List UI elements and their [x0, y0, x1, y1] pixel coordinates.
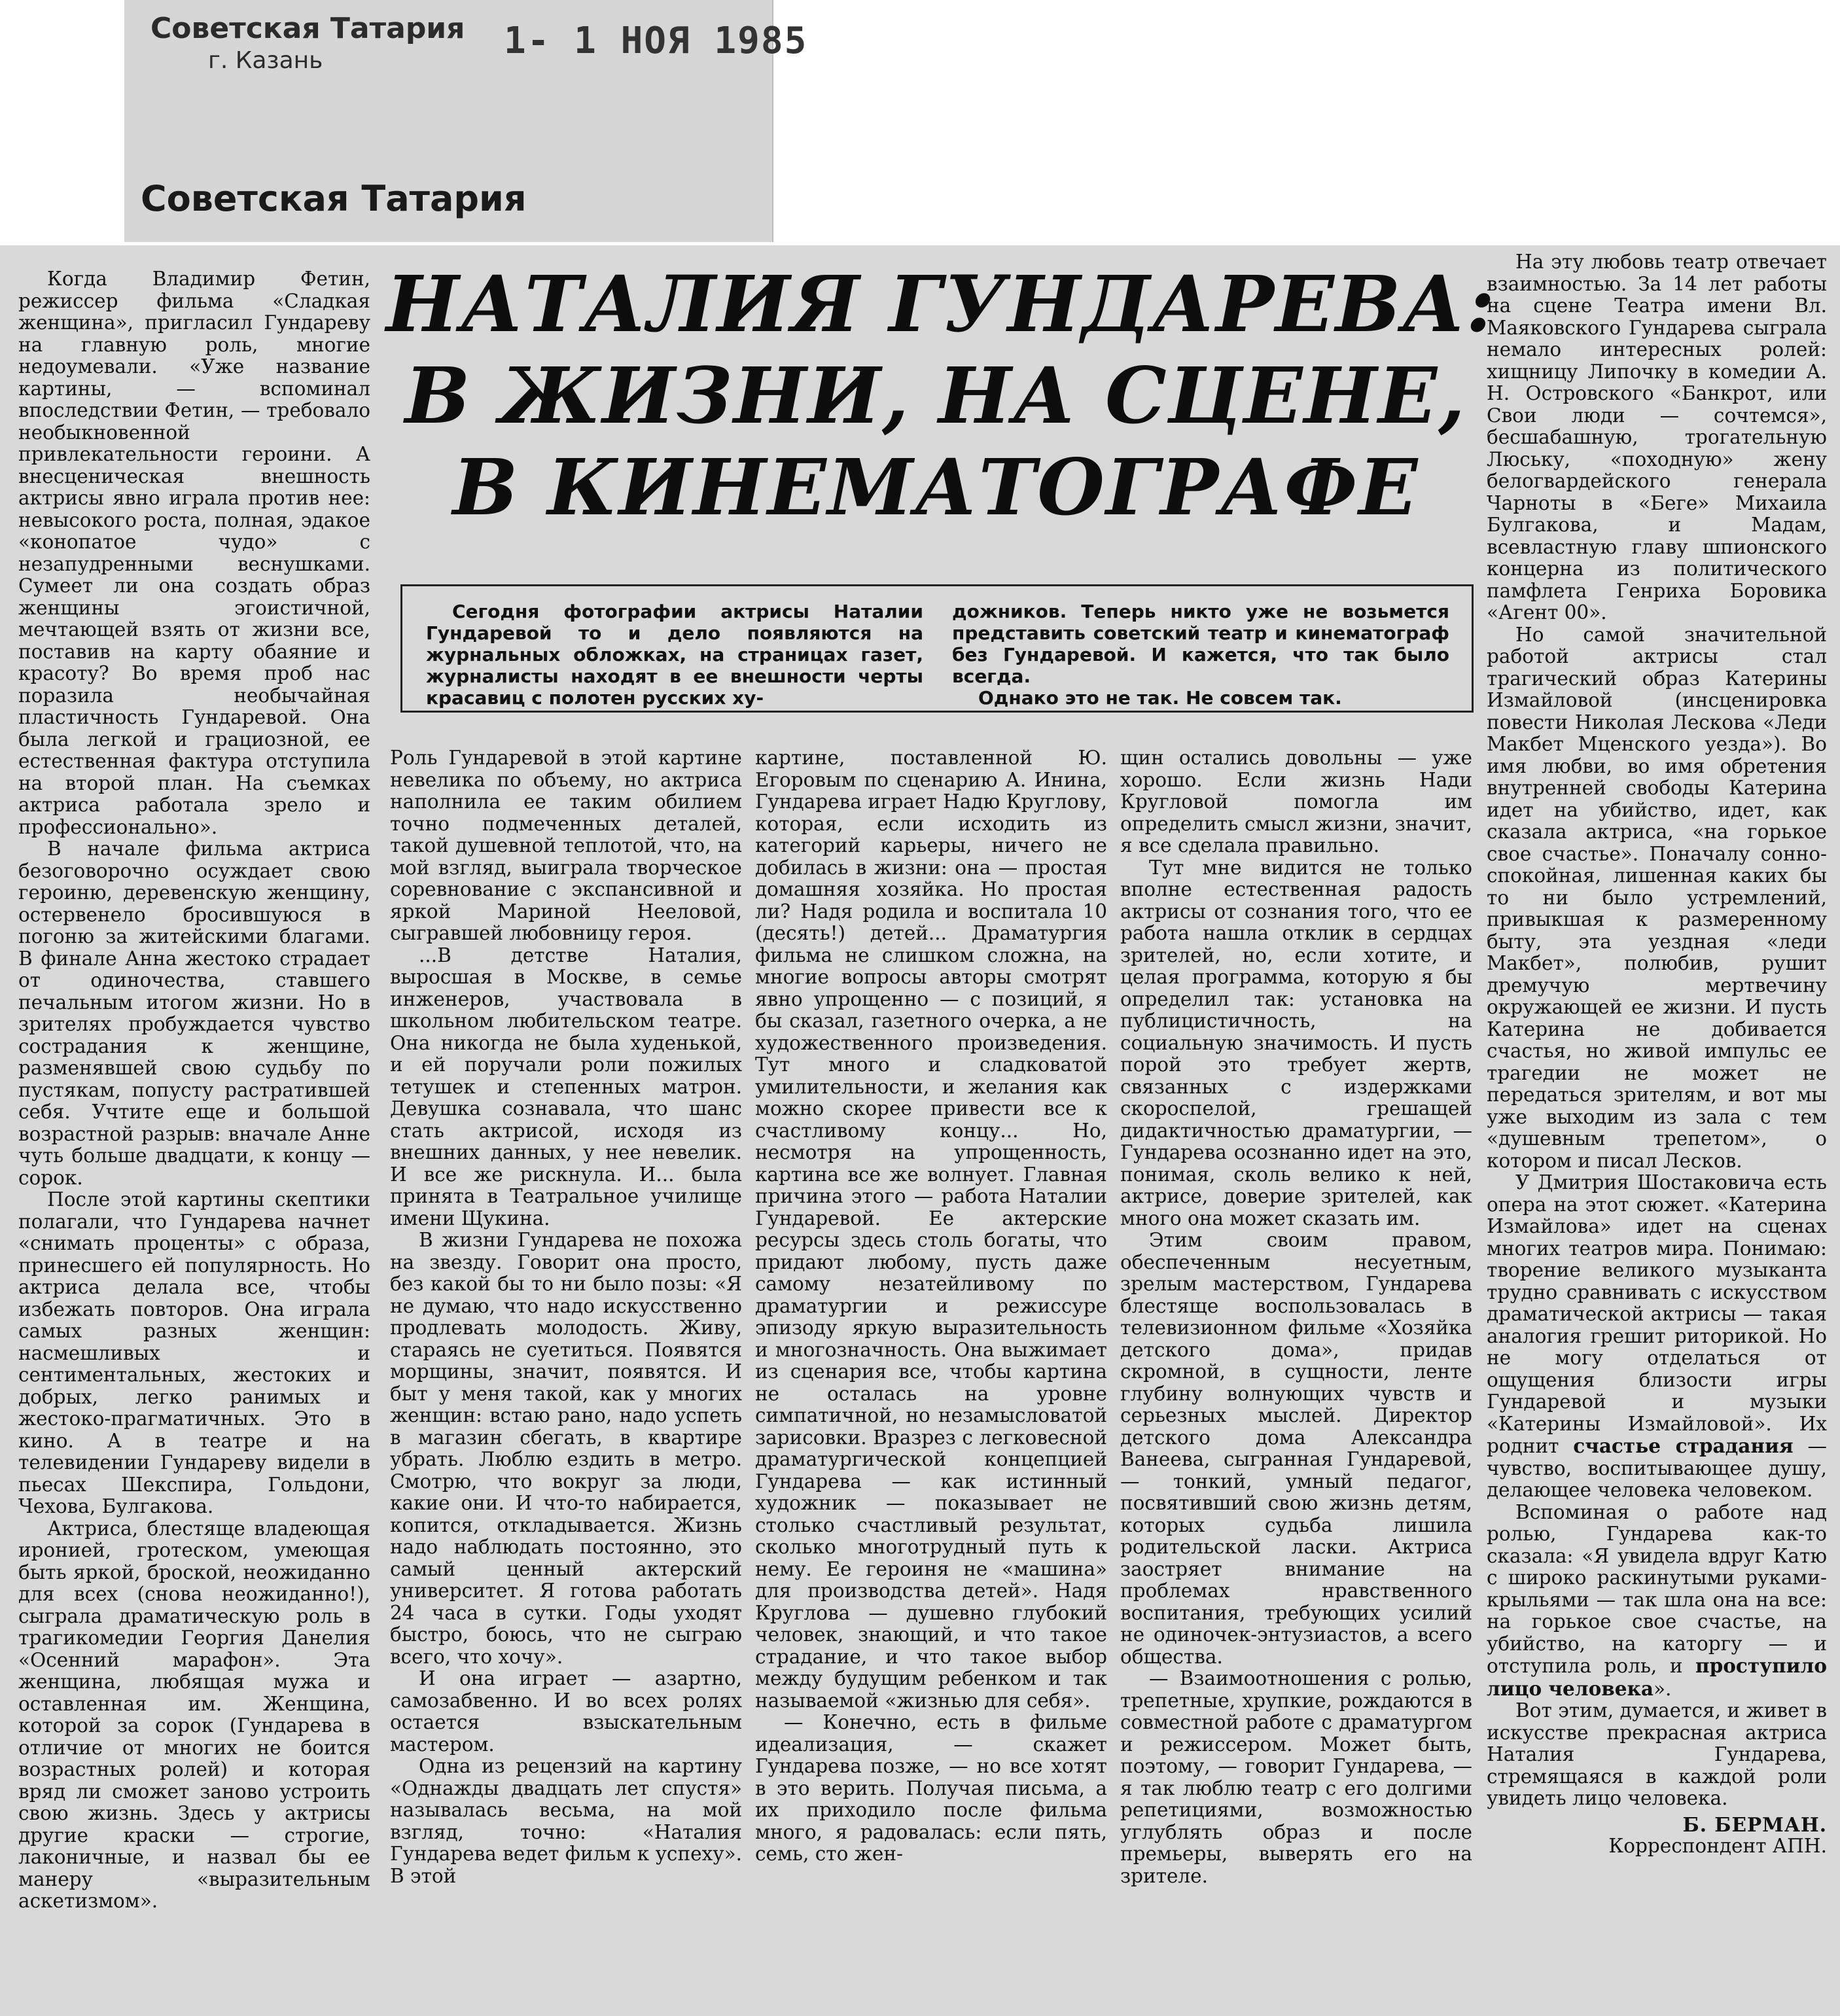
paragraph: И она играет — азартно, самозабвенно. И во всех ролях остается взыскательным мастером. [390, 1667, 742, 1756]
column-5 [1487, 251, 1827, 1858]
stamp-city: г. Казань [208, 47, 323, 74]
stamp-date: 1- 1 НОЯ 1985 [504, 20, 808, 62]
paragraph: ...В детстве Наталия, выросшая в Москве, в семье инженеров, участвовала в школьном любительском театре. Она никогда не была худенькой, и ей поручали роли пожилых тетушек и степенных матрон. Девушка сознавала, что шанс стать актрисой, исходя из внешних данных, у нее невелик. И все же рискнула. И... была принята в Театральное училище имени Щукина. [390, 944, 742, 1229]
bold-phrase-human-face: проступило лицо человека [1487, 1654, 1827, 1700]
paragraph: На эту любовь театр отвечает взаимностью. За 14 лет работы на сцене Театра имени Вл. Маяковского Гундарева сыграла немало интересных ролей: хищницу Липочку в комедии А. Н. Островского «Банкрот, или Свои люди — сочтемся», бесшабашную, трогательную Люську, «походную» жену белогвардейского генерала Чарноты в «Беге» Михаила Булгакова, и Мадам, всевластную главу шпионского концерна из политического памфлета Генриха Боровика «Агент 00». [1487, 251, 1827, 624]
stamp-newspaper-name: Советская Татария [150, 12, 465, 45]
paragraph [1487, 1502, 1827, 1701]
paragraph: После этой картины скептики полагали, что Гундарева начнет «снимать проценты» с образа, принесшего ей популярность. Но актриса делала все, чтобы избежать повторов. Она играла самых разных женщин: насмешливых и сентиментальных, жестоких и добрых, легко ранимых и жестоко-прагматичных. Это в кино. А в театре и на телевидении Гундареву видели в пьесах Шекспира, Гольдони, Чехова, Булгакова. [18, 1188, 370, 1517]
paragraph: — Конечно, есть в фильме идеализация, — скажет Гундарева позже, — но все хотят в это верить. Получая письма, а их приходило после фильма много, я радовалась: если пять, семь, сто жен- [755, 1711, 1107, 1865]
headline-line-1: НАТАЛИЯ ГУНДАРЕВА: [386, 258, 1496, 349]
paragraph: Этим своим правом, обеспеченным несуетным, зрелым мастерством, Гундарева блестяще воспользовалась в телевизионном фильме «Хозяйка детского дома», придав скромной, в сущности, ленте глубину волнующих чувств и серьезных мыслей. Директор детского дома Александра Ванеева, сыгранная Гундаревой, — тонкий, умный педагог, посвятивший свою жизнь детям, которых судьба лишила родительской ласки. Актриса заостряет внимание на проблемах нравственного воспитания, требующих усилий не одиночек-энтузиастов, а всего общества. [1120, 1229, 1472, 1668]
author-signature: Б. БЕРМАН. [1682, 1813, 1827, 1836]
headline-line-2: В ЖИЗНИ, НА СЦЕНЕ, [404, 350, 1467, 441]
column-3 [755, 747, 1107, 1866]
bold-phrase-happiness-of-suffering: счастье страдания [1573, 1434, 1794, 1457]
lead-right [952, 601, 1449, 709]
column-4 [1120, 747, 1472, 1887]
author-role: Корреспондент АПН. [1608, 1835, 1827, 1857]
text-run: ». [1653, 1677, 1672, 1700]
lead-paragraph-1a: Сегодня фотографии актрисы Наталии Гундаревой то и дело появляются на журнальных обложках, на страницах газет, журналисты находят в ее внешности черты красавиц с полотен русских ху- [426, 601, 923, 709]
text-run: У Дмитрия Шостаковича есть опера на этот сюжет. «Катерина Измайлова» идет на сценах многих театров мира. Понимаю: творение великого музыканта трудно сравнивать с искусством драматической актрисы — такая аналогия грешит риторикой. Но не могу отделаться от ощущения близости игры Гундаревой и музыки «Катерины Измайловой». Их роднит [1487, 1171, 1827, 1457]
paragraph: Роль Гундаревой в этой картине невелика по объему, но актриса наполнила ее таким обилием точно подмеченных деталей, такой душевной теплотой, что, на мой взгляд, выиграла творческое соревнование с экспансивной и яркой Мариной Нееловой, сыгравшей любовницу героя. [390, 747, 742, 944]
paragraph: Вот этим, думается, и живет в искусстве прекрасная актриса Наталия Гундарева, стремящаяся в каждой роли увидеть лицо человека. [1487, 1699, 1827, 1809]
lead-box [400, 584, 1474, 713]
column-1 [18, 268, 370, 1913]
paragraph: Когда Владимир Фетин, режиссер фильма «Сладкая женщина», пригласил Гундареву на главную роль, многие недоумевали. «Уже название картины, — вспоминал впоследствии Фетин, — требовало необыкновенной привлекательности героини. А внесценическая внешность актрисы явно играла против нее: невысокого роста, полная, эдакое «конопатое чудо» с незапудренными веснушками. Сумеет ли она создать образ женщины эгоистичной, мечтающей взять от жизни все, поставив на карту обаяние и красоту? Во время проб нас поразила необычайная пластичность Гундаревой. Она была легкой и грациозной, ее естественная фактура отступила на второй план. На съемках актриса работала зрело и профессионально». [18, 268, 370, 838]
column-2 [390, 747, 742, 1887]
paragraph: Актриса, блестяще владеющая иронией, гротеском, умеющая быть яркой, броской, неожиданно для всех (снова неожиданно!), сыграла драматическую роль в трагикомедии Георгия Данелия «Осенний марафон». Эта женщина, любящая мужа и оставленная им. Женщина, которой за сорок (Гундарева в отличие от многих не боится возрастных ролей) и которая вряд ли сможет заново устроить свою жизнь. Здесь у актрисы другие краски — строгие, лаконичные, и назвал бы ее манеру «выразительным аскетизмом». [18, 1517, 370, 1912]
paragraph: Тут мне видится не только вполне естественная радость актрисы от сознания того, что ее работа нашла отклик в сердцах зрителей, но, если хотите, и целая программа, которую я бы определил так: установка на публицистичность, на социальную значимость. И пусть порой это требует жертв, связанных с издержками скороспелой, грешащей дидактичностью драматургии, — Гундарева осознанно идет на это, понимая, сколь велико к ней, актрисе, доверие зрителей, как много она может сказать им. [1120, 856, 1472, 1229]
paragraph: картине, поставленной Ю. Егоровым по сценарию А. Инина, Гундарева играет Надю Круглову, которая, если исходить из категорий карьеры, ничего не добилась в жизни: она — простая домашняя хозяйка. Но простая ли? Надя родила и воспитала 10 (десять!) детей... Драматургия фильма не слишком сложна, на многие вопросы авторы смотрят явно упрощенно — с позиций, я бы сказал, газетного очерка, а не художественного произведения. Тут много и сладковатой умилительности, и желания как можно скорее привести все к счастливому концу... Но, несмотря на упрощенность, картина все же волнует. Главная причина этого — работа Наталии Гундаревой. Ее актерские ресурсы здесь столь богаты, что придают любому, пусть даже самому незатейливому по драматургии и режиссуре эпизоду яркую выразительность и многозначность. Она выжимает из сценария все, чтобы картина не осталась на уровне симпатичной, но незамысловатой зарисовки. Вразрез с легковесной драматургической концепцией Гундарева — как истинный художник — показывает не столько счастливый результат, сколько многотрудный путь к нему. Ее героиня не «машина» для производства детей». Надя Круглова — душевно глубокий человек, знающий, и что такое страдание, и что такое выбор между будущим ребенком и так называемой «жизнью для себя». [755, 747, 1107, 1712]
text-run: — чувство, воспитывающее душу, делающее человека человеком. [1487, 1435, 1827, 1501]
paragraph: щин остались довольны — уже хорошо. Если жизнь Нади Кругловой помогла им определить смысл жизни, значит, я все сделала правильно. [1120, 747, 1472, 857]
paragraph: В жизни Гундарева не похожа на звезду. Говорит она просто, без какой бы то ни было позы: «Я не думаю, что надо искусственно продлевать молодость. Живу, стараясь не суетиться. Появятся морщины, значит, появятся. И быт у меня такой, как у многих женщин: встаю рано, надо успеть в магазин сбегать, в квартире убрать. Люблю ездить в метро. Смотрю, что вокруг за люди, какие они. И что-то набирается, копится, откладывается. Жизнь надо наблюдать постоянно, это самый ценный актерский университет. Я готова работать 24 часа в сутки. Годы уходят быстро, боюсь, что не сыграю всего, что хочу». [390, 1229, 742, 1668]
paragraph [1487, 1172, 1827, 1502]
headline [386, 258, 1496, 533]
headline-line-3: В КИНЕМАТОГРАФЕ [452, 442, 1419, 533]
paragraph: В начале фильма актриса безоговорочно осуждает свою героиню, деревенскую женщину, остервенело бросившуюся в погоню за житейскими благами. В финале Анна жестоко страдает от одиночества, ставшего печальным итогом жизни. Но в зрителях пробуждается чувство сострадания к женщине, разменявшей свою судьбу по пустякам, попусту растратившей себя. Учтите еще и большой возрастной разрыв: вначале Анне чуть больше двадцати, к концу — сорок. [18, 838, 370, 1189]
paragraph: Одна из рецензий на картину «Однажды двадцать лет спустя» называлась весьма, на мой взгляд, точно: «Наталия Гундарева ведет фильм к успеху». В этой [390, 1755, 742, 1887]
masthead: Советская Татария [141, 178, 527, 219]
lead-paragraph-1b: дожников. Теперь никто уже не возьмется представить советский театр и кинематограф без Гундаревой. И кажется, что так было всегда. [952, 601, 1449, 687]
lead-paragraph-2: Однако это не так. Не совсем так. [978, 687, 1342, 709]
paragraph: Но самой значительной работой актрисы стал трагический образ Катерины Измайловой (инсценировка повести Николая Лескова «Леди Макбет Мценского уезда»). Во имя любви, во имя обретения внутренней свободы Катерина идет на убийство, идет, как сказала актриса, «на горькое свое счастье». Поначалу сонно-спокойная, лишенная каких бы то ни было устремлений, привыкшая к размеренному быту, эта уездная «леди Макбет», полюбив, рушит дремучую мертвечину окружающей ее жизни. И пусть Катерина не добивается счастья, но живой импульс ее трагедии не может не передаться зрителям, и вот мы уже выходим из зала с тем «душевным трепетом», о котором и писал Лесков. [1487, 623, 1827, 1172]
lead-left [426, 601, 923, 709]
text-run: Вспоминая о работе над ролью, Гундарева как-то сказала: «Я увидела вдруг Катю с широко раскинутыми руками-крыльями — так шла она на все: на горькое свое счастье, на убийство, на каторгу — и отступила роль, и [1487, 1500, 1827, 1677]
paragraph: — Взаимоотношения с ролью, трепетные, хрупкие, рождаются в совместной работе с драматургом и режиссером. Может быть, поэтому, — говорит Гундарева, — я так люблю театр с его долгими репетициями, возможностью углублять образ и после премьеры, выверять его на зрителе. [1120, 1667, 1472, 1887]
